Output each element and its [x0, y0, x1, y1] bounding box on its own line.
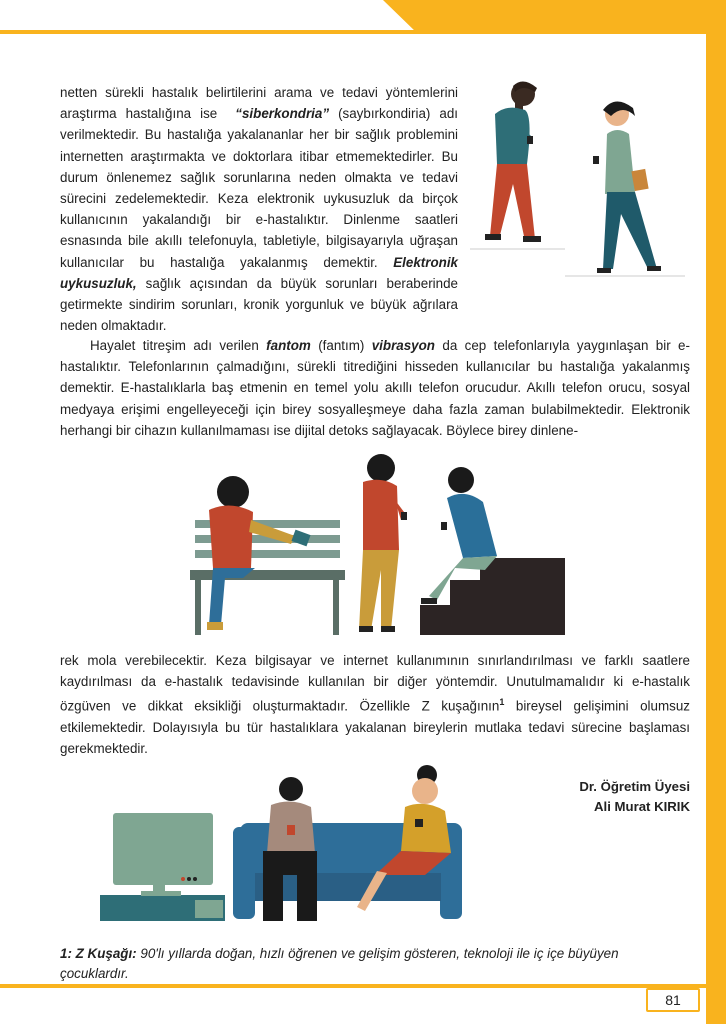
term-fantom: fantom: [266, 338, 311, 353]
phone-users-illustration: [185, 450, 570, 640]
walking-people-illustration: [465, 74, 690, 284]
couch-illustration: [95, 755, 470, 925]
intro-text-1: netten sürekli hastalık belirtilerini arama ve tedavi yöntemlerini araştırma hastalığına ise: [60, 85, 458, 122]
paragraph-treatment: [60, 650, 690, 759]
para3-text-a: rek mola verebilecektir. Keza bilgisayar ve internet kullanımının sınırlandırılması ve farklı saatlere kaydırılması da e-hastalık tedavisinde kullanılan bir diğer yöntemdir. Unutulmamalıdır ki e-hastalık özgüven ve dikkat eksikliği oluşturmaktadır. Özellikle Z kuşağının: [60, 653, 690, 714]
paragraph-phantom-vibration: [60, 335, 690, 441]
footnote-text: 90'lı yıllarda doğan, hızlı öğrenen ve gelişim gösteren, teknoloji ile iç içe büyüyen çocuklardır.: [60, 946, 619, 981]
para2-text-c: da cep telefonlarıyla yaygınlaşan bir e-hastalıktır. Telefonlarının çalmadığını, sürekli titrediğini hisseden kullanıcılar bu hastalığa yakalanmış demektir. E-hastalıklarla baş etmenin en temel yolu akıllı telefon orucudur. Akıllı telefon orucu, sosyal medyaya erişimi engelleyeceği için birey sosyalleşmeye daha fazla zaman bulabilmektedir. Elektronik herhangi bir cihazın kullanılmaması ise dijital detoks sağlayacak. Böylece birey dinlene-: [60, 338, 690, 438]
intro-text-2: (saybırkondiria) adı verilmektedir. Bu hastalığa yakalananlar her bir sağlık problemini internetten araştırmakta ve doktorlara itibar etmemektedirler. Bu durum önlenemez sağlık sorunlarına neden olmakta ve tedavi sürecini zedelemektedir. Keza elektronik uykusuzluk da birçok kullanıcının yakalandığı bir e-hastalıktır. Dinlenme saatleri esnasında bile akıllı telefonuyla, tabletiyle, bilgisayarıyla uğraşan kullanıcılar bu hastalığa yakalanmış demektir.: [60, 106, 458, 270]
bottom-line: [0, 984, 726, 988]
page-number-box: [646, 988, 700, 1012]
right-border: [706, 30, 726, 1024]
footnote: [60, 944, 640, 984]
page-number: 81: [665, 992, 681, 1008]
footnote-ref[interactable]: 1: [499, 697, 505, 708]
intro-paragraph: [60, 82, 458, 336]
intro-text-3: sağlık açısından da büyük sorunları beraberinde getirmekte sindirim sorunları, kronik yorgunluk ve büyük ağrılara neden olmaktadır.: [60, 275, 458, 334]
para3-text-b: bireysel gelişimini olumsuz etkilemektedir. Dolayısıyla bu tür hastalıklara yakalanan bireylerin mutlaka tedavi sürecine başlaması gerekmektedir.: [60, 698, 690, 757]
term-vibrasyon: vibrasyon: [371, 338, 435, 353]
para2-text-b: (fantım): [318, 338, 365, 353]
author-title: Dr. Öğretim Üyesi: [579, 779, 690, 794]
footnote-label: 1: Z Kuşağı:: [60, 946, 137, 961]
term-elektronik-uykusuzluk: Elektronik uykusuzluk,: [60, 254, 458, 291]
author-name: Ali Murat KIRIK: [594, 799, 690, 814]
header-banner: [0, 0, 726, 40]
term-siberkondria: “siberkondria”: [235, 106, 330, 122]
para2-text-a: Hayalet titreşim adı verilen: [90, 338, 259, 353]
author-block: [480, 777, 690, 817]
